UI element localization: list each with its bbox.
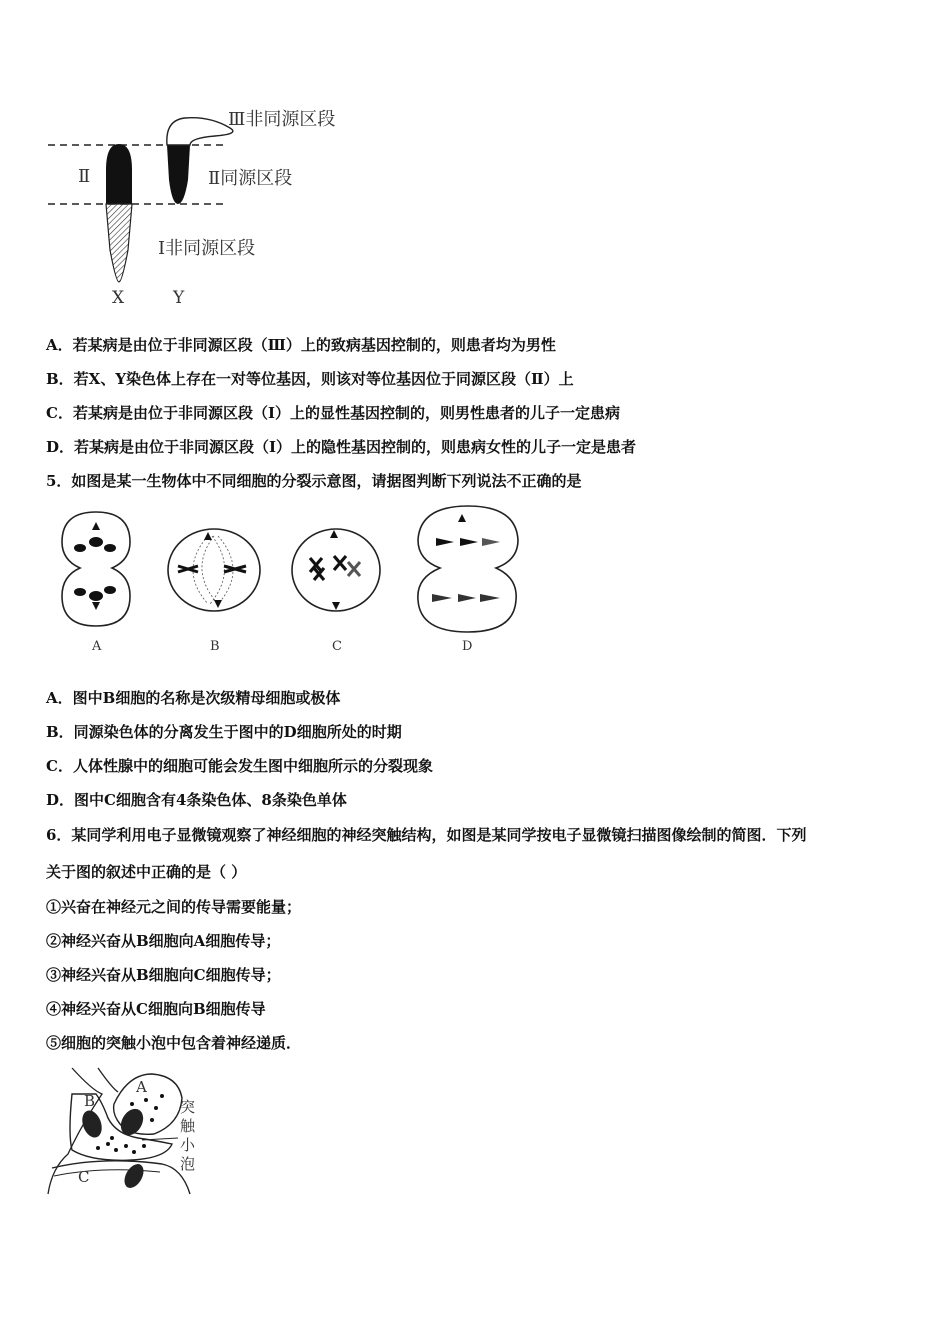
synapse-label-vesicle-1: 突 [180, 1098, 196, 1116]
cell-label-b: B [210, 639, 220, 654]
label-II-homologous: Ⅱ同源区段 [208, 168, 293, 189]
cell-label-d: D [462, 639, 473, 654]
synapse-label-vesicle-2: 触 [180, 1117, 196, 1135]
y-chromosome-arm [167, 118, 233, 145]
xy-chromosome-figure [40, 100, 370, 315]
synapse-label-vesicle-3: 小 [180, 1136, 196, 1154]
q4-option-a: A．若某病是由位于非同源区段（Ⅲ）上的致病基因控制的，则患者均为男性 [46, 336, 556, 354]
q4-option-d: D．若某病是由位于非同源区段（Ⅰ）上的隐性基因控制的，则患病女性的儿子一定是患者 [46, 438, 637, 456]
q4-option-c: C．若某病是由位于非同源区段（Ⅰ）上的显性基因控制的，则男性患者的儿子一定患病 [46, 404, 620, 422]
synapse-label-b: B [84, 1092, 96, 1110]
label-II-left: Ⅱ [78, 166, 91, 187]
q6-stem-line1: 6．某同学利用电子显微镜观察了神经细胞的神经突触结构，如图是某同学按电子显微镜扫描图像绘制的简图．下列 [46, 826, 807, 844]
synapse-label-vesicle-4: 泡 [180, 1155, 196, 1173]
cell-b [168, 529, 260, 611]
cell-label-c: C [332, 639, 342, 654]
q4-option-b: B．若X、Y染色体上存在一对等位基因，则该对等位基因位于同源区段（Ⅱ）上 [46, 370, 574, 388]
q6-statement-4: ④神经兴奋从C细胞向B细胞传导 [46, 1000, 266, 1018]
q6-statement-5: ⑤细胞的突触小泡中包含着神经递质． [46, 1034, 302, 1052]
label-Y: Y [173, 288, 185, 308]
cell-label-a: A [92, 639, 102, 654]
label-III-nonhomologous: Ⅲ非同源区段 [228, 109, 336, 130]
cell-division-figure [48, 500, 528, 660]
x-chromosome-top [106, 144, 132, 204]
q5-option-b: B．同源染色体的分离发生于图中的D细胞所处的时期 [46, 723, 402, 741]
synapse-label-a: A [136, 1078, 147, 1096]
q6-statement-3: ③神经兴奋从B细胞向C细胞传导； [46, 966, 281, 984]
q5-stem: 5．如图是某一生物体中不同细胞的分裂示意图，请据图判断下列说法不正确的是 [46, 472, 582, 490]
q6-statement-2: ②神经兴奋从B细胞向A细胞传导； [46, 932, 281, 950]
q6-stem-line2: 关于图的叙述中正确的是（ ） [46, 863, 247, 881]
x-chromosome-bottom [106, 204, 132, 282]
cell-d [418, 506, 518, 632]
cell-a [62, 512, 130, 626]
synapse-figure [42, 1064, 212, 1204]
synapse-label-c: C [78, 1168, 90, 1186]
q6-statement-1: ①兴奋在神经元之间的传导需要能量； [46, 898, 302, 916]
q5-option-d: D．图中C细胞含有4条染色体、8条染色单体 [46, 791, 347, 809]
q5-option-c: C．人体性腺中的细胞可能会发生图中细胞所示的分裂现象 [46, 757, 433, 775]
label-X: X [112, 288, 125, 308]
q5-option-a: A．图中B细胞的名称是次级精母细胞或极体 [46, 689, 341, 707]
cell-c [292, 529, 380, 611]
y-chromosome-body [167, 145, 190, 204]
label-I-nonhomologous: Ⅰ非同源区段 [158, 238, 256, 259]
